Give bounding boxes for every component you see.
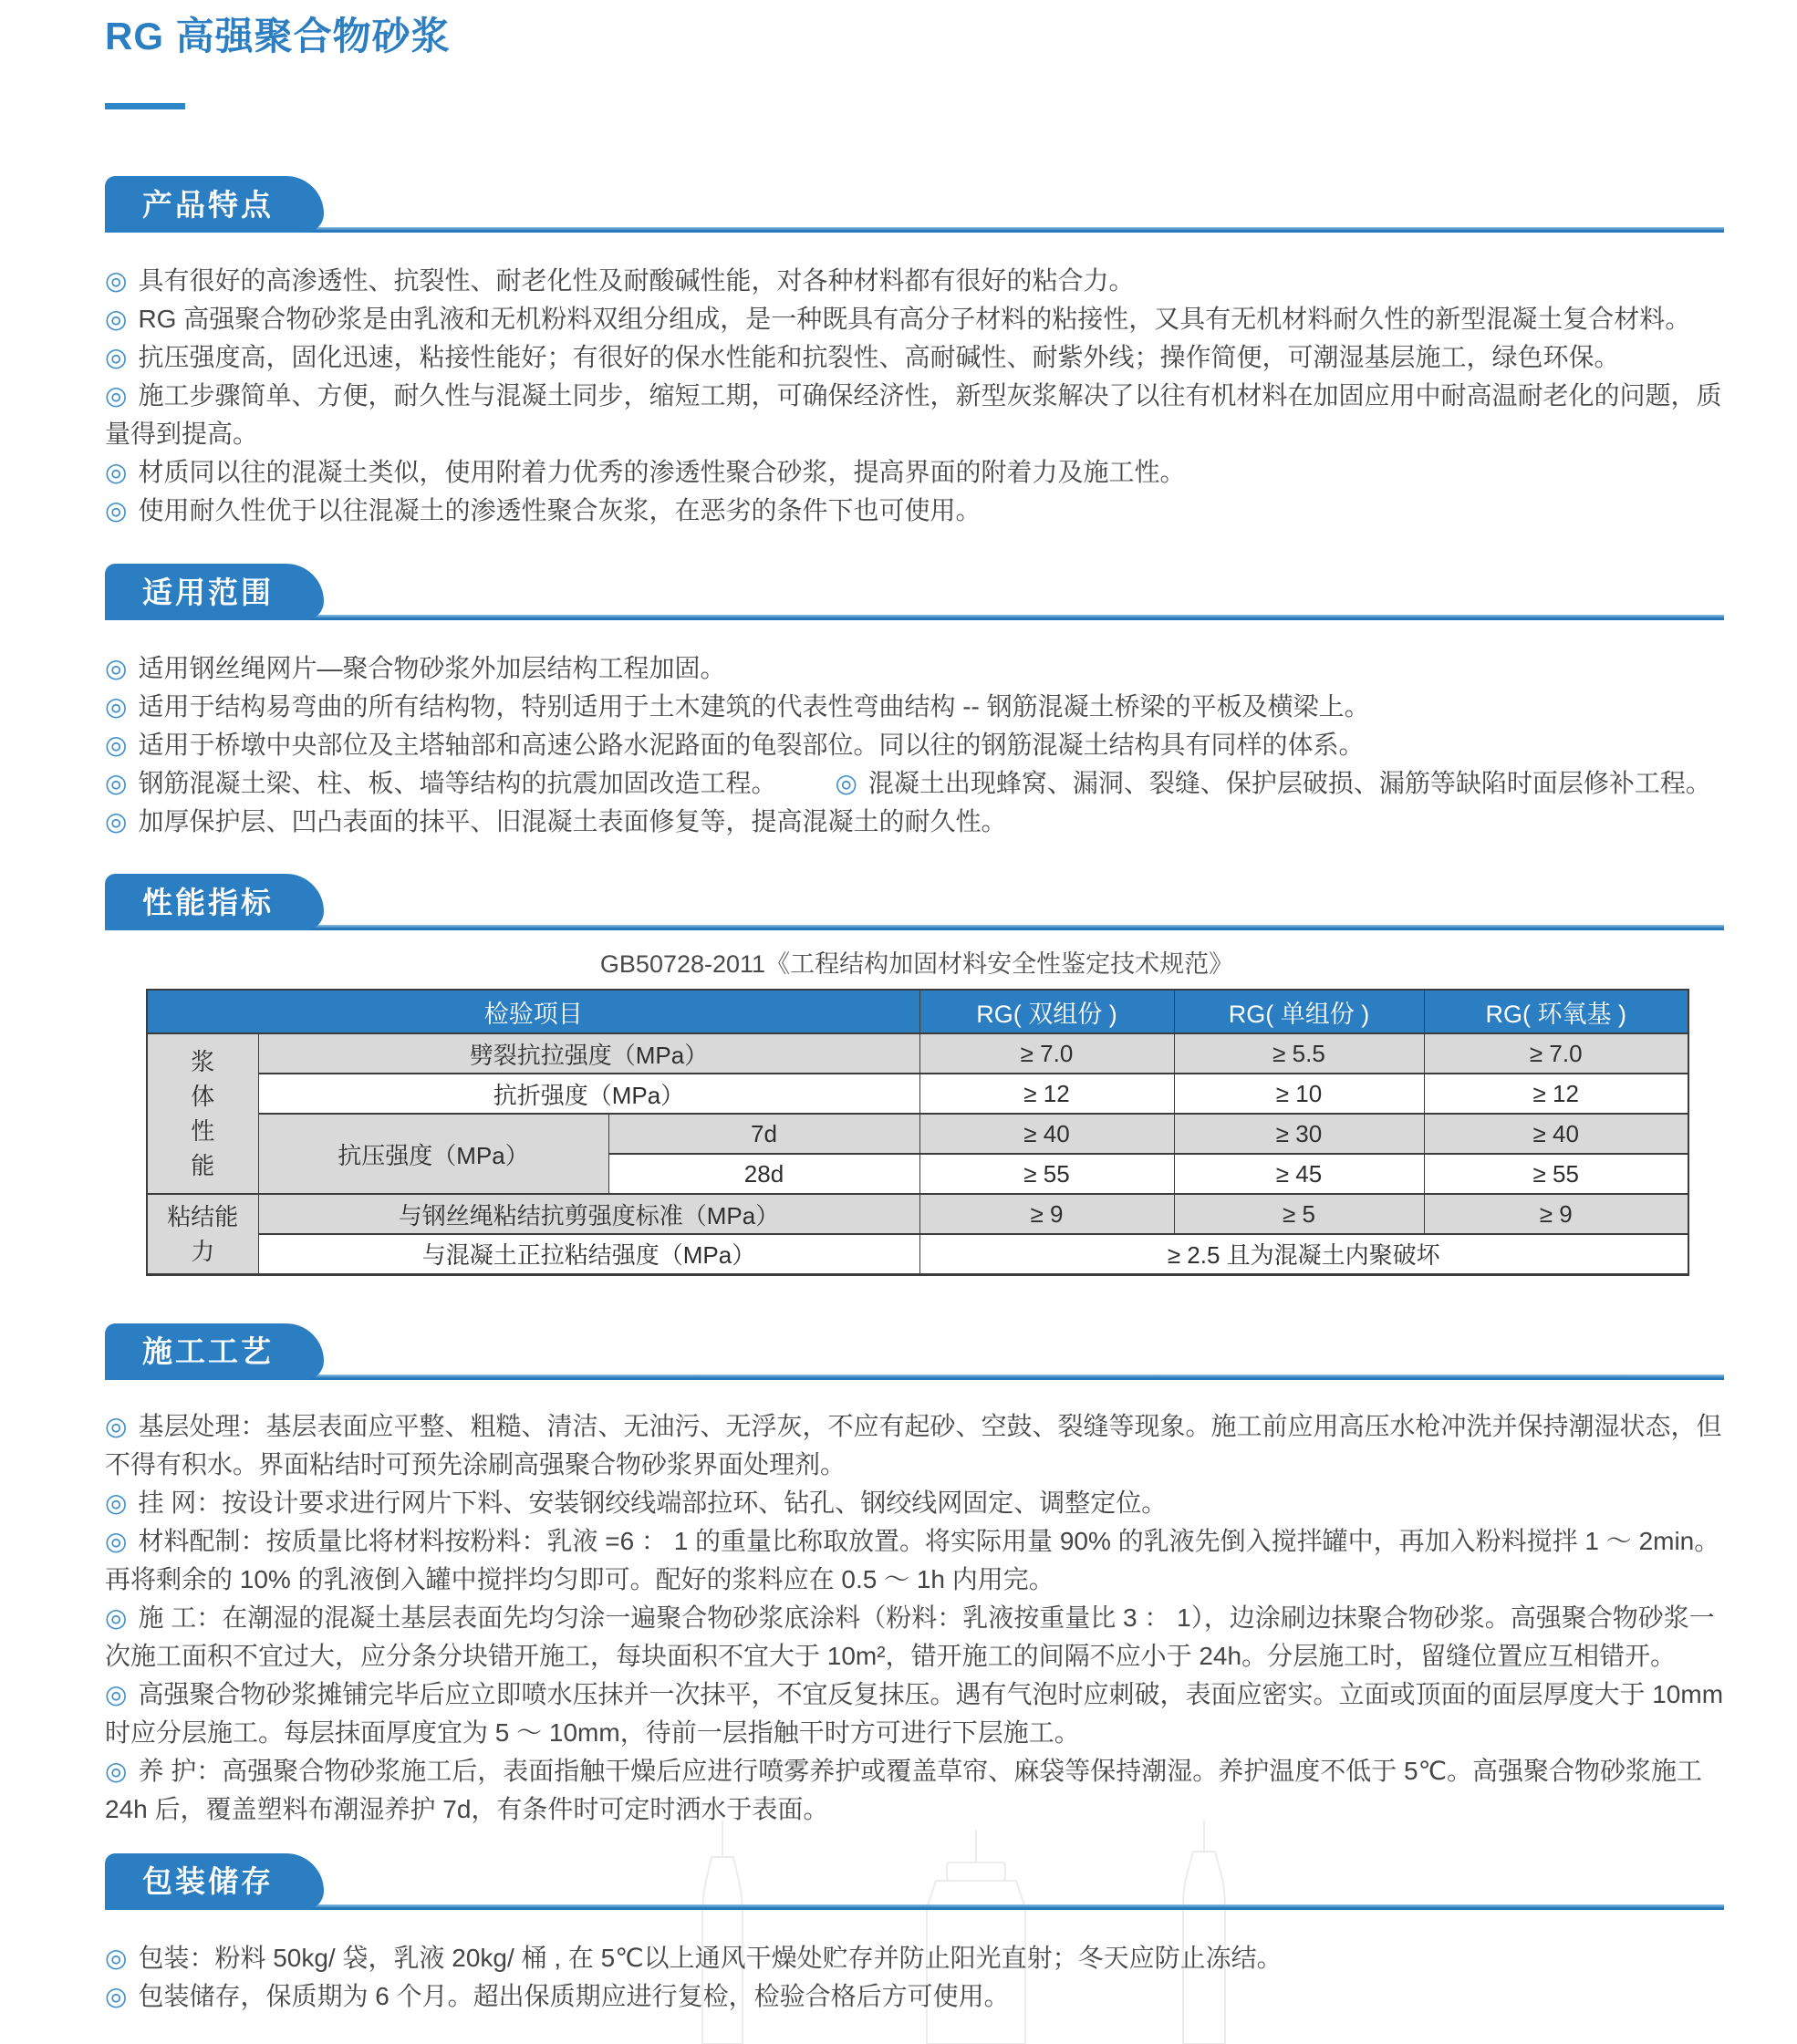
section-rule bbox=[105, 227, 1724, 233]
list-item-text: 养 护：高强聚合物砂浆施工后，表面指触干燥后应进行喷雾养护或覆盖草帘、麻袋等保持潮湿。养护温度不低于 5℃。高强聚合物砂浆施工 24h 后，覆盖塑料布潮湿养护 7d，有条件时可定时洒水于表面。 bbox=[105, 1756, 1703, 1823]
list-item-text: 使用耐久性优于以往混凝土的渗透性聚合灰浆，在恶劣的条件下也可使用。 bbox=[138, 496, 982, 524]
list-item bbox=[105, 1407, 1724, 1484]
section-packaging bbox=[105, 1853, 1724, 2016]
section-process bbox=[105, 1323, 1724, 1829]
list-item bbox=[105, 688, 1724, 726]
bullet-icon: ◎ bbox=[105, 496, 128, 524]
section-header-performance bbox=[105, 874, 1724, 930]
section-badge-packaging bbox=[105, 1853, 324, 1910]
list-item-text: 包装储存，保质期为 6 个月。超出保质期应进行复检，检验合格后方可使用。 bbox=[138, 1981, 1010, 2010]
bullet-icon: ◎ bbox=[105, 1526, 128, 1555]
list-item-text: 材质同以往的混凝土类似，使用附着力优秀的渗透性聚合砂浆，提高界面的附着力及施工性。 bbox=[138, 458, 1186, 486]
bullet-icon: ◎ bbox=[105, 1943, 128, 1972]
row-group-bond-label: 粘结能力 bbox=[167, 1202, 239, 1265]
bullet-icon: ◎ bbox=[835, 769, 857, 797]
section-badge-features bbox=[105, 176, 324, 233]
list-item bbox=[105, 262, 1724, 300]
section-rule bbox=[105, 1375, 1724, 1380]
section-rule bbox=[105, 1904, 1724, 1910]
performance-table bbox=[146, 989, 1689, 1276]
section-header-scope bbox=[105, 564, 1724, 620]
table-row-shear bbox=[147, 1194, 1688, 1234]
bullet-icon: ◎ bbox=[105, 769, 128, 797]
list-item-text: 高强聚合物砂浆摊铺完毕后应立即喷水压抹并一次抹平，不宜反复抹压。遇有气泡时应刺破，表面应密实。立面或顶面的面层厚度大于 10mm 时应分层施工。每层抹面厚度宜为 5 ～ 10mm，待前一层指触干时方可进行下层施工。 bbox=[105, 1679, 1724, 1747]
list-item bbox=[105, 300, 1724, 338]
list-item-text: 混凝土出现蜂窝、漏洞、裂缝、保护层破损、漏筋等缺陷时面层修补工程。 bbox=[867, 769, 1711, 797]
process-list bbox=[105, 1407, 1724, 1829]
list-item-text: 基层处理：基层表面应平整、粗糙、清洁、无油污、无浮灰，不应有起砂、空鼓、裂缝等现象。施工前应用高压水枪冲洗并保持潮湿状态，但不得有积水。界面粘结时可预先涂刷高强聚合物砂浆界面处理剂。 bbox=[105, 1411, 1722, 1479]
cell-value: ≥ 12 bbox=[1424, 1074, 1688, 1114]
col-header-item: 检验项目 bbox=[147, 990, 919, 1033]
cell-value: ≥ 5.5 bbox=[1174, 1033, 1424, 1074]
bullet-icon: ◎ bbox=[105, 807, 128, 835]
page bbox=[0, 15, 1797, 2016]
list-item-text: 适用于结构易弯曲的所有结构物，特别适用于土木建筑的代表性弯曲结构 -- 钢筋混凝土桥梁的平板及横梁上。 bbox=[138, 692, 1370, 721]
table-row-normal-tensile bbox=[147, 1234, 1688, 1274]
list-item bbox=[105, 1522, 1724, 1599]
col-header-rg-two-part: RG( 双组份 ) bbox=[919, 990, 1174, 1033]
list-item-text: 施 工：在潮湿的混凝土基层表面先均匀涂一遍聚合物砂浆底涂料（粉料：乳液按重量比 3 ： 1），边涂刷边抹聚合物砂浆。高强聚合物砂浆一次施工面积不宜过大，应分条分块错开施工，每块面积不宜大于 10m²，错开施工的间隔不应小于 24h。分层施工时，留缝位置应互相错开。 bbox=[105, 1603, 1715, 1670]
section-scope bbox=[105, 564, 1724, 841]
list-item-text: 钢筋混凝土梁、柱、板、墙等结构的抗震加固改造工程。 bbox=[138, 769, 777, 797]
section-heading-process: 施工工艺 bbox=[142, 1334, 274, 1368]
bullet-icon: ◎ bbox=[105, 1756, 128, 1785]
list-item-text: 材料配制：按质量比将材料按粉料：乳液 =6 ： 1 的重量比称取放置。将实际用量 90% 的乳液先倒入搅拌罐中，再加入粉料搅拌 1 ～ 2min。再将剩余的 10% 的乳液倒入罐中搅拌均匀即可。配好的浆料应在 0.5 ～ 1h 内用完。 bbox=[105, 1526, 1720, 1593]
col-header-rg-epoxy: RG( 环氧基 ) bbox=[1424, 990, 1688, 1033]
list-item bbox=[105, 453, 1724, 492]
list-item-text: 具有很好的高渗透性、抗裂性、耐老化性及耐酸碱性能，对各种材料都有很好的粘合力。 bbox=[138, 266, 1135, 295]
bullet-icon: ◎ bbox=[105, 266, 128, 295]
list-item-text: 适用钢丝绳网片—聚合物砂浆外加层结构工程加固。 bbox=[138, 654, 726, 682]
list-item bbox=[105, 726, 1724, 764]
cell-value: ≥ 40 bbox=[919, 1114, 1174, 1154]
section-header-features bbox=[105, 176, 1724, 233]
row-group-slurry-label: 浆体性能 bbox=[191, 1048, 215, 1179]
section-header-packaging bbox=[105, 1853, 1724, 1910]
bullet-icon: ◎ bbox=[105, 381, 128, 410]
bullet-icon: ◎ bbox=[105, 1981, 128, 2010]
cell-value: ≥ 40 bbox=[1424, 1114, 1688, 1154]
section-features bbox=[105, 176, 1724, 530]
bullet-icon: ◎ bbox=[105, 1679, 128, 1708]
cell-value: ≥ 10 bbox=[1174, 1074, 1424, 1114]
list-item-text: 加厚保护层、凹凸表面的抹平、旧混凝土表面修复等，提高混凝土的耐久性。 bbox=[138, 807, 1007, 835]
row-label-compressive: 抗压强度（MPa） bbox=[258, 1114, 608, 1194]
cell-value: ≥ 5 bbox=[1174, 1194, 1424, 1234]
cell-value: ≥ 45 bbox=[1174, 1154, 1424, 1194]
section-heading-features: 产品特点 bbox=[142, 187, 274, 222]
list-item bbox=[105, 1752, 1724, 1829]
row-sublabel: 7d bbox=[608, 1114, 919, 1154]
col-header-rg-one-part: RG( 单组份 ) bbox=[1174, 990, 1424, 1033]
section-badge-scope bbox=[105, 564, 324, 620]
section-rule bbox=[105, 615, 1724, 620]
list-item bbox=[105, 377, 1724, 453]
row-label: 抗折强度（MPa） bbox=[258, 1074, 919, 1114]
cell-value: ≥ 9 bbox=[1424, 1194, 1688, 1234]
packaging-list bbox=[105, 1939, 1724, 2016]
features-list bbox=[105, 262, 1724, 530]
bullet-icon: ◎ bbox=[105, 1603, 128, 1632]
bullet-icon: ◎ bbox=[105, 343, 128, 371]
list-item-text: 挂 网：按设计要求进行网片下料、安装钢绞线端部拉环、钻孔、钢绞线网固定、调整定位。 bbox=[138, 1488, 1168, 1517]
list-item-text: 施工步骤简单、方便，耐久性与混凝土同步，缩短工期，可确保经济性，新型灰浆解决了以往有机材料在加固应用中耐高温耐老化的问题，质量得到提高。 bbox=[105, 381, 1722, 448]
row-sublabel: 28d bbox=[608, 1154, 919, 1194]
cell-value: ≥ 55 bbox=[1424, 1154, 1688, 1194]
list-item-text: RG 高强聚合物砂浆是由乳液和无机粉料双组分组成，是一种既具有高分子材料的粘接性，又具有无机材料耐久性的新型混凝土复合材料。 bbox=[138, 305, 1691, 333]
list-item bbox=[105, 1484, 1724, 1522]
table-header-row bbox=[147, 990, 1688, 1033]
row-label: 劈裂抗拉强度（MPa） bbox=[258, 1033, 919, 1074]
bullet-icon: ◎ bbox=[105, 731, 128, 759]
section-badge-process bbox=[105, 1323, 324, 1380]
cell-value: ≥ 9 bbox=[919, 1194, 1174, 1234]
list-item-double bbox=[105, 764, 1724, 803]
list-item bbox=[105, 1599, 1724, 1676]
bullet-icon: ◎ bbox=[105, 1411, 128, 1440]
list-item-text: 适用于桥墩中央部位及主塔轴部和高速公路水泥路面的龟裂部位。同以往的钢筋混凝土结构具有同样的体系。 bbox=[138, 731, 1365, 759]
table-row-compressive-7d bbox=[147, 1114, 1688, 1154]
section-badge-performance bbox=[105, 874, 324, 930]
row-group-bond bbox=[147, 1194, 258, 1274]
list-item bbox=[105, 492, 1724, 530]
bullet-icon: ◎ bbox=[105, 458, 128, 486]
page-header bbox=[105, 15, 1724, 109]
list-item-text: 抗压强度高，固化迅速，粘接性能好；有很好的保水性能和抗裂性、高耐碱性、耐紫外线；操作简便，可潮湿基层施工，绿色环保。 bbox=[138, 343, 1620, 371]
cell-value: ≥ 7.0 bbox=[1424, 1033, 1688, 1074]
list-item bbox=[105, 1977, 1724, 2016]
scope-list bbox=[105, 649, 1724, 841]
bullet-icon: ◎ bbox=[105, 692, 128, 721]
bullet-icon: ◎ bbox=[105, 654, 128, 682]
cell-value: ≥ 7.0 bbox=[919, 1033, 1174, 1074]
row-group-slurry bbox=[147, 1033, 258, 1194]
list-item bbox=[105, 1939, 1724, 1977]
bullet-icon: ◎ bbox=[105, 1488, 128, 1517]
list-item bbox=[105, 649, 1724, 688]
cell-value: ≥ 12 bbox=[919, 1074, 1174, 1114]
standard-caption: GB50728-2011《工程结构加固材料安全性鉴定技术规范》 bbox=[599, 950, 1234, 978]
row-label: 与混凝土正拉粘结强度（MPa） bbox=[258, 1234, 919, 1274]
section-heading-packaging: 包装储存 bbox=[142, 1864, 274, 1898]
bullet-icon: ◎ bbox=[105, 305, 128, 333]
performance-table-wrap bbox=[146, 949, 1688, 1276]
section-heading-performance: 性能指标 bbox=[142, 885, 274, 919]
section-header-process bbox=[105, 1323, 1724, 1380]
list-item bbox=[105, 338, 1724, 377]
list-item bbox=[105, 1676, 1724, 1752]
section-heading-scope: 适用范围 bbox=[142, 575, 274, 609]
section-rule bbox=[105, 925, 1724, 930]
list-item bbox=[105, 803, 1724, 841]
row-label: 与钢丝绳粘结抗剪强度标准（MPa） bbox=[258, 1194, 919, 1234]
table-row-split-tensile bbox=[147, 1033, 1688, 1074]
page-title: RG 高强聚合物砂浆 bbox=[105, 15, 451, 57]
table-row-flexural bbox=[147, 1074, 1688, 1114]
section-performance bbox=[105, 874, 1724, 1276]
cell-value-span: ≥ 2.5 且为混凝土内聚破坏 bbox=[919, 1234, 1688, 1274]
cell-value: ≥ 55 bbox=[919, 1154, 1174, 1194]
cell-value: ≥ 30 bbox=[1174, 1114, 1424, 1154]
title-underline bbox=[105, 103, 185, 109]
list-item-text: 包装：粉料 50kg/ 袋，乳液 20kg/ 桶 , 在 5℃以上通风干燥处贮存并防止阳光直射；冬天应防止冻结。 bbox=[138, 1943, 1283, 1972]
